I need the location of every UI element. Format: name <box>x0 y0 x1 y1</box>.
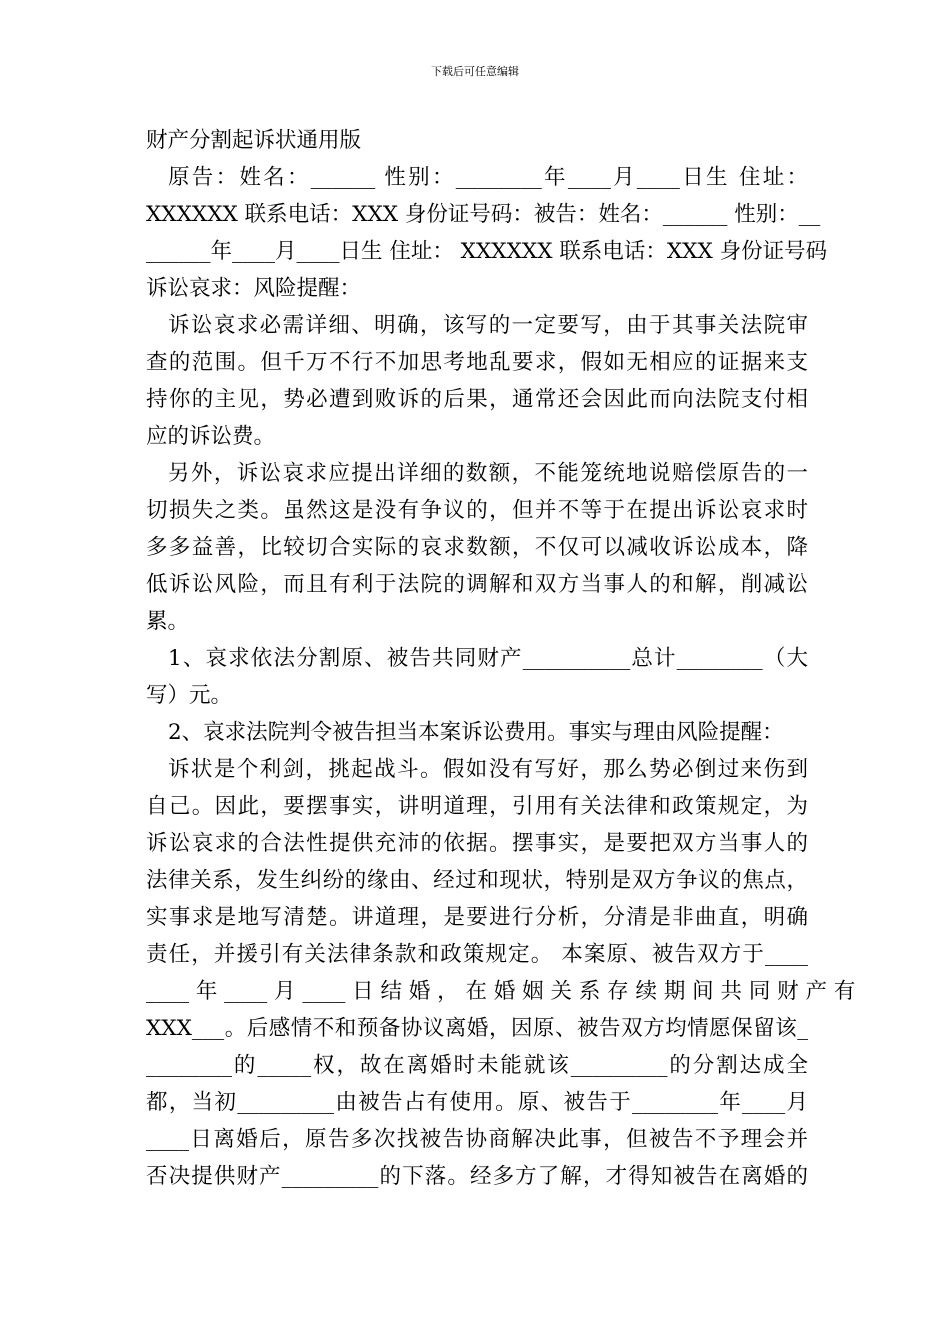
text-line: ________的_____权，故在离婚时未能就该_________的分割达成全 <box>146 1053 808 1078</box>
text-line: XXXXXX 联系电话：XXX 身份证号码：被告：姓名：______ 性别：__ <box>146 202 821 227</box>
text-line: 持你的主见，势必遭到败诉的后果，通常还会因此而向法院支付相 <box>146 387 808 412</box>
document-body <box>146 122 856 1195</box>
text-line: 否决提供财产_________的下落。经多方了解，才得知被告在离婚的 <box>146 1164 808 1189</box>
text-line: 诉讼哀求：风险提醒： <box>146 276 362 301</box>
text-line: 诉讼哀求的合法性提供充沛的依据。摆事实，是要把双方当事人的 <box>146 831 808 856</box>
text-line: 2、哀求法院判令被告担当本案诉讼费用。事实与理由风险提醒： <box>168 720 784 745</box>
text-line: ____日离婚后，原告多次找被告协商解决此事，但被告不予理会并 <box>146 1127 808 1152</box>
text-line: 自己。因此，要摆事实，讲明道理，引用有关法律和政策规定，为 <box>146 794 808 819</box>
text-line: 责任，并援引有关法律条款和政策规定。 本案原、被告双方于____ <box>146 942 808 967</box>
text-line: ____ 年 ____ 月 ____ 日 结 婚 ， 在 婚 姻 关 系 存 续 期 间 共 同 财 产 有 <box>146 979 856 1004</box>
text-line: 切损失之类。虽然这是没有争议的，但并不等于在提出诉讼哀求时 <box>146 498 808 523</box>
text-line: 应的诉讼费。 <box>146 424 276 449</box>
text-line: 都，当初_________由被告占有使用。原、被告于________年____月 <box>146 1090 808 1115</box>
text-line: 多多益善，比较切合实际的哀求数额，不仅可以减收诉讼成本，降 <box>146 535 808 560</box>
text-line: 写）元。 <box>146 683 233 708</box>
text-line: 查的范围。但千万不行不加思考地乱要求，假如无相应的证据来支 <box>146 350 808 375</box>
text-line: 原告：姓名：______ 性别：________年____月____日生 住址： <box>168 165 808 190</box>
text-line: 另外，诉讼哀求应提出详细的数额，不能笼统地说赔偿原告的一 <box>168 461 808 486</box>
text-line: 诉状是个利剑，挑起战斗。假如没有写好，那么势必倒过来伤到 <box>168 757 808 782</box>
page-header: 下载后可任意编辑 <box>431 65 519 78</box>
text-line: 法律关系，发生纠纷的缘由、经过和现状，特别是双方争议的焦点， <box>146 868 808 893</box>
text-line: 诉讼哀求必需详细、明确，该写的一定要写，由于其事关法院审 <box>168 313 808 338</box>
text-line: 1、哀求依法分割原、被告共同财产__________总计________（大 <box>168 646 808 671</box>
text-line: 低诉讼风险，而且有利于法院的调解和双方当事人的和解，削减讼 <box>146 572 808 597</box>
text-line: 实事求是地写清楚。讲道理，是要进行分析，分清是非曲直，明确 <box>146 905 808 930</box>
text-line: ______年____月____日生 住址： XXXXXX 联系电话：XXX 身份证号码 <box>146 239 828 264</box>
text-line: XXX___。后感情不和预备协议离婚，因原、被告双方均情愿保留该_ <box>146 1016 808 1041</box>
text-line: 累。 <box>146 609 190 634</box>
text-line: 财产分割起诉状通用版 <box>146 128 362 153</box>
